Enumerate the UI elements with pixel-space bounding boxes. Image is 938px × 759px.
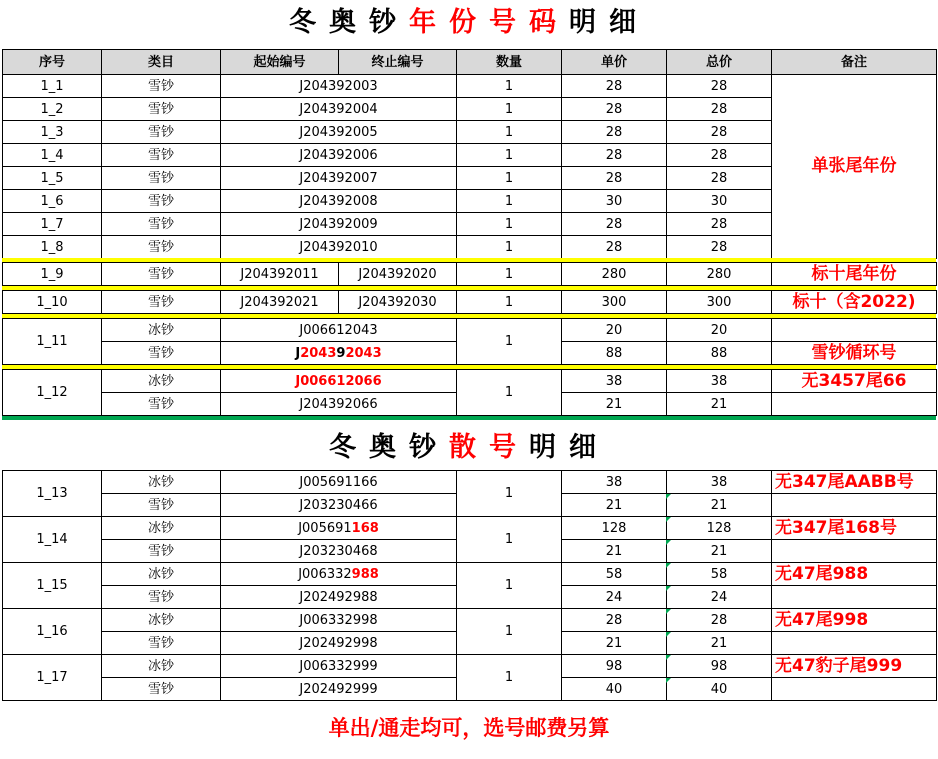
cell-price: 28 [562,609,667,632]
cell-number: J204392004 [221,98,457,121]
cell-number: J203230468 [221,540,457,563]
cell-number [221,471,457,494]
cell-category: 雪钞 [102,678,221,701]
cell-error-marker-icon [666,655,671,660]
cell-index: 1_11 [3,319,102,365]
cell-index: 1_1 [3,75,102,98]
cell-quantity: 1 [457,370,562,416]
cell-error-marker-icon [666,609,671,614]
cell-category: 雪钞 [102,494,221,517]
cell-error-marker-icon [666,586,671,591]
cell-number: J006612066 [221,370,457,393]
cell-error-marker-icon [666,632,671,637]
number-prefix: J [295,345,301,361]
cell-note: 标十（含2022) [772,291,937,314]
cell-note: 雪钞循环号 [772,342,937,365]
cell-index: 1_13 [3,471,102,517]
cell-note [772,586,937,609]
cell-price: 21 [562,540,667,563]
cell-total: 128 [667,517,772,540]
cell-quantity: 1 [457,609,562,655]
cell-price: 24 [562,586,667,609]
cell-category: 雪钞 [102,540,221,563]
cell-index: 1_16 [3,609,102,655]
table-row [3,319,937,342]
col-header-start-number: 起始编号 [221,50,339,75]
cell-total: 58 [667,563,772,586]
cell-category: 雪钞 [102,75,221,98]
cell-total: 28 [667,609,772,632]
number-red-part: 2043 [345,345,382,361]
cell-category: 冰钞 [102,609,221,632]
cell-error-marker-icon [666,563,671,568]
number-red-part: 988 [351,566,379,582]
cell-category: 冰钞 [102,370,221,393]
col-header-note: 备注 [772,50,937,75]
cell-category: 雪钞 [102,144,221,167]
cell-category: 雪钞 [102,393,221,416]
cell-error-marker-icon [666,540,671,545]
cell-category: 雪钞 [102,98,221,121]
cell-total: 300 [667,291,772,314]
cell-price: 38 [562,471,667,494]
cell-quantity: 1 [457,190,562,213]
cell-number: J204392003 [221,75,457,98]
title-part-3: 明细 [569,7,649,38]
cell-price: 21 [562,494,667,517]
cell-note: 无47尾988 [772,563,937,586]
row-1-11-table [2,318,937,365]
cell-quantity: 1 [457,144,562,167]
cell-total: 40 [667,678,772,701]
cell-number: J202492998 [221,632,457,655]
title-part-2: 散号 [449,432,529,463]
cell-price: 88 [562,342,667,365]
row-1-9-table [2,262,937,286]
table-row [3,370,937,393]
title-part-1: 冬奥钞 [289,7,409,38]
cell-price: 28 [562,121,667,144]
cell-note [772,678,937,701]
single-number-table [2,470,937,701]
cell-note: 无347尾AABB号 [772,471,937,494]
cell-number [221,342,457,365]
col-header-category: 类目 [102,50,221,75]
cell-price: 20 [562,319,667,342]
cell-total: 98 [667,655,772,678]
table-row [3,291,937,314]
col-header-unit-price: 单价 [562,50,667,75]
cell-category: 冰钞 [102,563,221,586]
cell-price: 30 [562,190,667,213]
number-plain: J006332999 [299,658,378,674]
cell-index: 1_2 [3,98,102,121]
cell-index: 1_4 [3,144,102,167]
cell-price: 38 [562,370,667,393]
cell-number: J204392066 [221,393,457,416]
cell-total: 21 [667,540,772,563]
cell-index: 1_12 [3,370,102,416]
cell-category: 雪钞 [102,167,221,190]
cell-category: 雪钞 [102,632,221,655]
table-row [3,471,937,494]
cell-end-number: J204392020 [339,263,457,286]
cell-quantity: 1 [457,655,562,701]
title-part-1: 冬奥钞 [329,432,449,463]
cell-note [772,632,937,655]
cell-price: 28 [562,75,667,98]
cell-quantity: 1 [457,319,562,365]
cell-quantity: 1 [457,236,562,259]
cell-start-number: J204392011 [221,263,339,286]
table-row [3,655,937,678]
cell-total: 24 [667,586,772,609]
cell-category: 雪钞 [102,190,221,213]
cell-total: 280 [667,263,772,286]
cell-total: 28 [667,213,772,236]
cell-category: 雪钞 [102,291,221,314]
table-row [3,609,937,632]
cell-number: J204392010 [221,236,457,259]
cell-category: 雪钞 [102,586,221,609]
cell-quantity: 1 [457,263,562,286]
section-title [0,434,938,461]
cell-index: 1_6 [3,190,102,213]
number-plain: J006332 [298,566,352,582]
cell-total: 21 [667,632,772,655]
cell-note: 无47豹子尾999 [772,655,937,678]
cell-index: 1_7 [3,213,102,236]
cell-total: 28 [667,236,772,259]
cell-category: 冰钞 [102,655,221,678]
year-number-table [2,49,937,259]
cell-price: 300 [562,291,667,314]
cell-price: 21 [562,393,667,416]
cell-number: J006612043 [221,319,457,342]
cell-index: 1_15 [3,563,102,609]
cell-error-marker-icon [666,517,671,522]
cell-category: 冰钞 [102,319,221,342]
cell-index: 1_8 [3,236,102,259]
cell-price: 28 [562,167,667,190]
col-header-index: 序号 [3,50,102,75]
col-header-quantity: 数量 [457,50,562,75]
col-header-total-price: 总价 [667,50,772,75]
cell-price: 21 [562,632,667,655]
cell-note: 无347尾168号 [772,517,937,540]
table-row [3,263,937,286]
cell-quantity: 1 [457,291,562,314]
number-red-part: 2043 [300,345,337,361]
cell-index: 1_9 [3,263,102,286]
cell-category: 雪钞 [102,121,221,144]
cell-quantity: 1 [457,563,562,609]
cell-number: J204392006 [221,144,457,167]
cell-total: 28 [667,167,772,190]
cell-total: 28 [667,98,772,121]
cell-quantity: 1 [457,98,562,121]
cell-category: 雪钞 [102,263,221,286]
cell-category: 冰钞 [102,517,221,540]
cell-category: 冰钞 [102,471,221,494]
cell-index: 1_3 [3,121,102,144]
table-row [3,517,937,540]
cell-price: 128 [562,517,667,540]
col-header-end-number: 终止编号 [339,50,457,75]
title-part-3: 明细 [529,432,609,463]
cell-number: J202492988 [221,586,457,609]
footer-note: 单出/通走均可，选号邮费另算 [328,716,610,740]
cell-note: 无47尾998 [772,609,937,632]
cell-price: 28 [562,236,667,259]
cell-error-marker-icon [666,678,671,683]
cell-number: J204392007 [221,167,457,190]
cell-total: 28 [667,75,772,98]
cell-category: 雪钞 [102,236,221,259]
cell-price: 280 [562,263,667,286]
table-row [3,563,937,586]
cell-total: 28 [667,121,772,144]
green-separator [2,416,936,420]
cell-total: 21 [667,494,772,517]
cell-number: J204392005 [221,121,457,144]
cell-quantity: 1 [457,471,562,517]
cell-price: 98 [562,655,667,678]
cell-quantity: 1 [457,121,562,144]
cell-category: 雪钞 [102,213,221,236]
cell-total: 38 [667,471,772,494]
cell-quantity: 1 [457,517,562,563]
cell-number: J204392008 [221,190,457,213]
cell-number [221,609,457,632]
cell-total: 21 [667,393,772,416]
cell-number: J204392009 [221,213,457,236]
cell-total: 20 [667,319,772,342]
title-part-2: 年份号码 [409,7,569,38]
cell-quantity: 1 [457,167,562,190]
cell-price: 28 [562,98,667,121]
row-1-10-table [2,290,937,314]
page-title [0,9,938,36]
cell-price: 40 [562,678,667,701]
header-row [3,50,937,75]
cell-total: 38 [667,370,772,393]
number-plain: J005691 [298,520,352,536]
cell-price: 28 [562,213,667,236]
cell-index: 1_14 [3,517,102,563]
cell-index: 1_10 [3,291,102,314]
cell-note: 无3457尾66 [772,370,937,393]
cell-number [221,563,457,586]
cell-index: 1_5 [3,167,102,190]
cell-price: 28 [562,144,667,167]
cell-start-number: J204392021 [221,291,339,314]
number-plain: J006332998 [299,612,378,628]
cell-price: 58 [562,563,667,586]
number-plain: J005691166 [299,474,378,490]
cell-total: 28 [667,144,772,167]
cell-note: 单张尾年份 [772,75,937,259]
cell-note [772,540,937,563]
cell-note [772,494,937,517]
number-middle: 9 [336,345,346,361]
cell-number: J202492999 [221,678,457,701]
cell-note: 标十尾年份 [772,263,937,286]
cell-note [772,319,937,342]
number-red-part: 168 [351,520,379,536]
row-1-12-table [2,369,937,416]
cell-number: J203230466 [221,494,457,517]
cell-note [772,393,937,416]
table-row [3,75,937,98]
cell-index: 1_17 [3,655,102,701]
cell-end-number: J204392030 [339,291,457,314]
cell-error-marker-icon [666,494,671,499]
cell-quantity: 1 [457,75,562,98]
cell-total: 30 [667,190,772,213]
cell-category: 雪钞 [102,342,221,365]
cell-total: 88 [667,342,772,365]
cell-quantity: 1 [457,213,562,236]
cell-number [221,517,457,540]
cell-number [221,655,457,678]
